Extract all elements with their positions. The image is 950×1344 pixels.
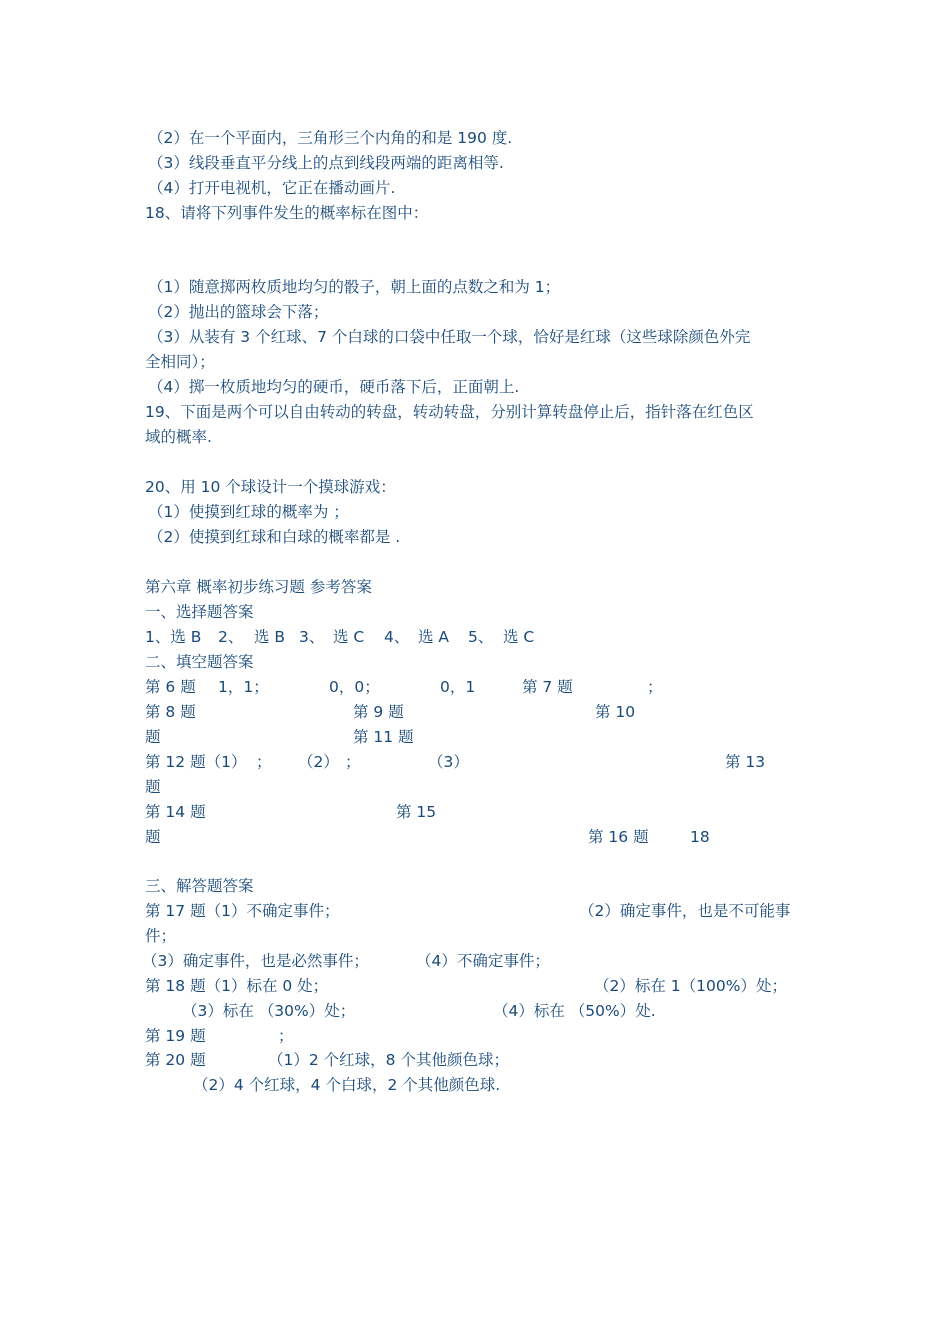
solve-q20-label: 第 20 题 [145,1051,206,1069]
choice-answer-4-num: 4、 [384,628,410,646]
solve-q19-label: 第 19 题 [145,1027,206,1045]
fill-heading: 二、填空题答案 [145,653,254,671]
q18-item-1: （1）随意掷两枚质地均匀的骰子，朝上面的点数之和为 1； [148,278,561,296]
choice-answer-1: 1、选 B [145,628,202,646]
q18-title: 18、请将下列事件发生的概率标在图中： [145,204,429,222]
choice-answer-2: 选 B [254,628,286,646]
q17-item-4: （4）打开电视机，它正在播动画片. [148,179,396,197]
fill-q12-semicolon-2: ； [345,753,361,771]
choice-heading: 一、选择题答案 [145,603,254,621]
solve-q17-part-1: 第 17 题（1）不确定事件； [145,902,340,920]
fill-q13-label: 第 13 [725,753,766,771]
q19-line-2: 域的概率. [145,428,212,446]
choice-answer-3: 选 C [333,628,365,646]
solve-q18-part-2: （2）标在 1（100%）处； [594,977,787,995]
fill-q12-part-2: （2） [298,753,339,771]
fill-q6-label: 第 6 题 [145,678,196,696]
fill-q15-label-cont: 题 [145,828,161,846]
solve-q18-part-3: （3）标在 （30%）处； [182,1002,356,1020]
solve-heading: 三、解答题答案 [145,877,254,895]
solve-q17-part-2-cont: 件； [145,927,177,945]
q18-item-4: （4）掷一枚质地均匀的硬币，硬币落下后，正面朝上. [148,378,520,396]
q20-item-2: （2）使摸到红球和白球的概率都是 . [148,528,401,546]
fill-q8-label: 第 8 题 [145,703,196,721]
fill-q7-label: 第 7 题 [522,678,573,696]
fill-q6-value-3: 0，1 [440,678,476,696]
fill-q10-label-cont: 题 [145,728,161,746]
fill-q16-value: 18 [690,828,710,846]
q20-item-1: （1）使摸到红球的概率为 ； [148,503,349,521]
fill-q12-semicolon-1: ； [256,753,272,771]
choice-answer-2-num: 2、 [218,628,244,646]
fill-q13-label-cont: 题 [145,778,161,796]
q17-item-2: （2）在一个平面内，三角形三个内角的和是 190 度. [148,129,513,147]
fill-q16-label: 第 16 题 [588,828,649,846]
q18-item-2: （2）抛出的篮球会下落； [148,303,329,321]
choice-answer-4: 选 A [418,628,450,646]
solve-q17-part-3: （3）确定事件，也是必然事件； [142,952,369,970]
fill-q11-label: 第 11 题 [353,728,414,746]
choice-answer-5-num: 5、 [468,628,494,646]
fill-q15-label: 第 15 [396,803,437,821]
fill-q10-label: 第 10 [595,703,636,721]
q19-line-1: 19、下面是两个可以自由转动的转盘，转动转盘，分别计算转盘停止后，指针落在红色区 [145,403,754,421]
solve-q19-semicolon: ； [278,1027,294,1045]
choice-answer-3-num: 3、 [299,628,325,646]
fill-q14-label: 第 14 题 [145,803,206,821]
fill-q6-value-1: 1，1； [218,678,269,696]
q17-item-3: （3）线段垂直平分线上的点到线段两端的距离相等. [148,154,504,172]
fill-q12-label: 第 12 题（1） [145,753,247,771]
solve-q20-part-1: （1）2 个红球，8 个其他颜色球； [268,1051,509,1069]
solve-q17-part-4: （4）不确定事件； [416,952,550,970]
fill-q7-semicolon: ； [647,678,663,696]
q18-item-3: （3）从装有 3 个红球、7 个白球的口袋中任取一个球，恰好是红球（这些球除颜色外完 [148,328,751,346]
solve-q18-part-1: 第 18 题（1）标在 0 处； [145,977,329,995]
solve-q18-part-4: （4）标在 （50%）处. [493,1002,656,1020]
solve-q17-part-2: （2）确定事件，也是不可能事 [579,902,791,920]
solve-q20-part-2: （2）4 个红球，4 个白球，2 个其他颜色球. [193,1076,501,1094]
q18-item-3-cont: 全相同）； [145,353,215,371]
fill-q9-label: 第 9 题 [353,703,404,721]
answers-heading: 第六章 概率初步练习题 参考答案 [145,578,372,596]
choice-answer-5: 选 C [503,628,535,646]
fill-q6-value-2: 0，0； [329,678,380,696]
fill-q12-part-3: （3） [428,753,469,771]
q20-title: 20、用 10 个球设计一个摸球游戏： [145,478,396,496]
